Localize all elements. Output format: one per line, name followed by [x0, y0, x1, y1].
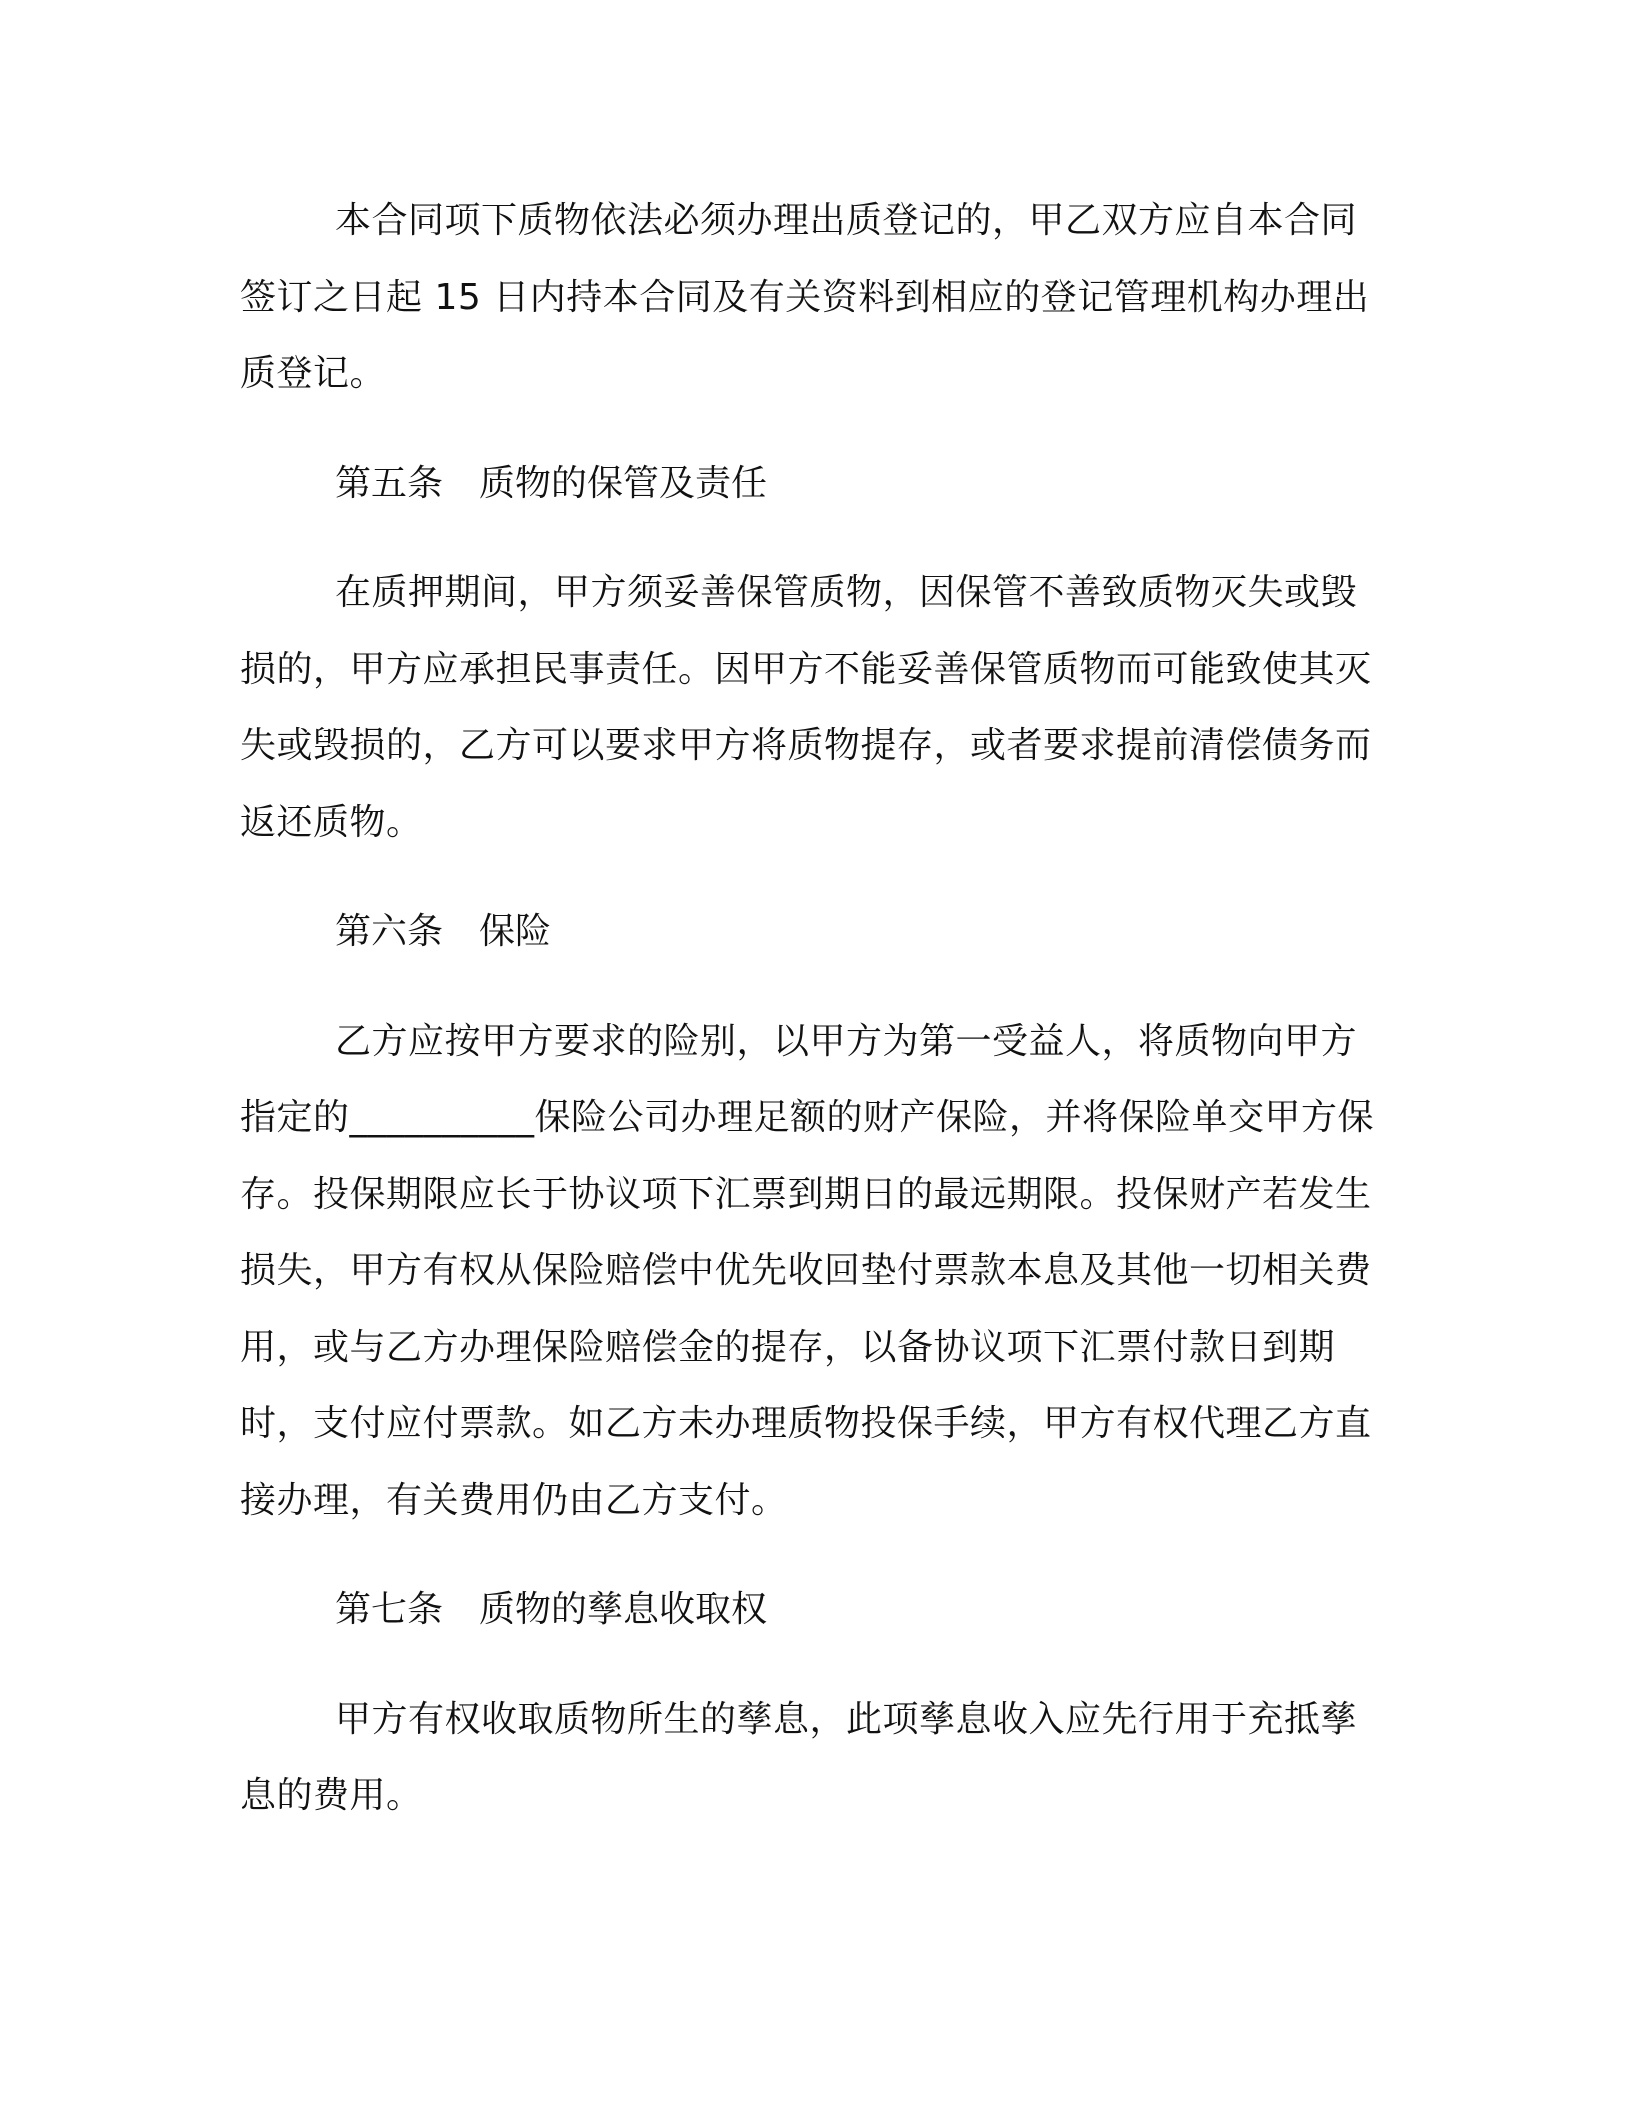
article-title: 保险 [479, 911, 552, 952]
section-heading-article-5 [240, 446, 1380, 523]
section-heading-article-6 [240, 894, 1380, 971]
article-number: 第七条 [335, 1589, 444, 1630]
article-title: 质物的保管及责任 [479, 462, 768, 504]
article-title: 质物的孳息收取权 [479, 1589, 768, 1630]
article-number: 第五条 [335, 462, 444, 504]
article-number: 第六条 [335, 911, 444, 952]
document-body [240, 183, 1380, 1835]
paragraph-custody-liability: 在质押期间，甲方须妥善保管质物，因保管不善致质物灭失或毁损的，甲方应承担民事责任。因甲方不能妥善保管质物而可能致使其灭失或毁损的，乙方可以要求甲方将质物提存，或者要求提前清偿债务而返还质物。 [240, 572, 1372, 843]
section-heading-article-7 [240, 1572, 1380, 1649]
paragraph-pledge-registration: 本合同项下质物依法必须办理出质登记的，甲乙双方应自本合同签订之日起 15 日内持本合同及有关资料到相应的登记管理机构办理出质登记。 [240, 200, 1370, 394]
paragraph-insurance: 乙方应按甲方要求的险别，以甲方为第一受益人，将质物向甲方指定的__________保险公司办理足额的财产保险，并将保险单交甲方保存。投保期限应长于协议项下汇票到期日的最远期限。投保财产若发生损失，甲方有权从保险赔偿中优先收回垫付票款本息及其他一切相关费用，或与乙方办理保险赔偿金的提存，以备协议项下汇票付款日到期时，支付应付票款。如乙方未办理质物投保手续，甲方有权代理乙方直接办理，有关费用仍由乙方支付。 [240, 1020, 1375, 1521]
paragraph-fruits-right: 甲方有权收取质物所生的孳息，此项孳息收入应先行用于充抵孳息的费用。 [240, 1698, 1358, 1816]
